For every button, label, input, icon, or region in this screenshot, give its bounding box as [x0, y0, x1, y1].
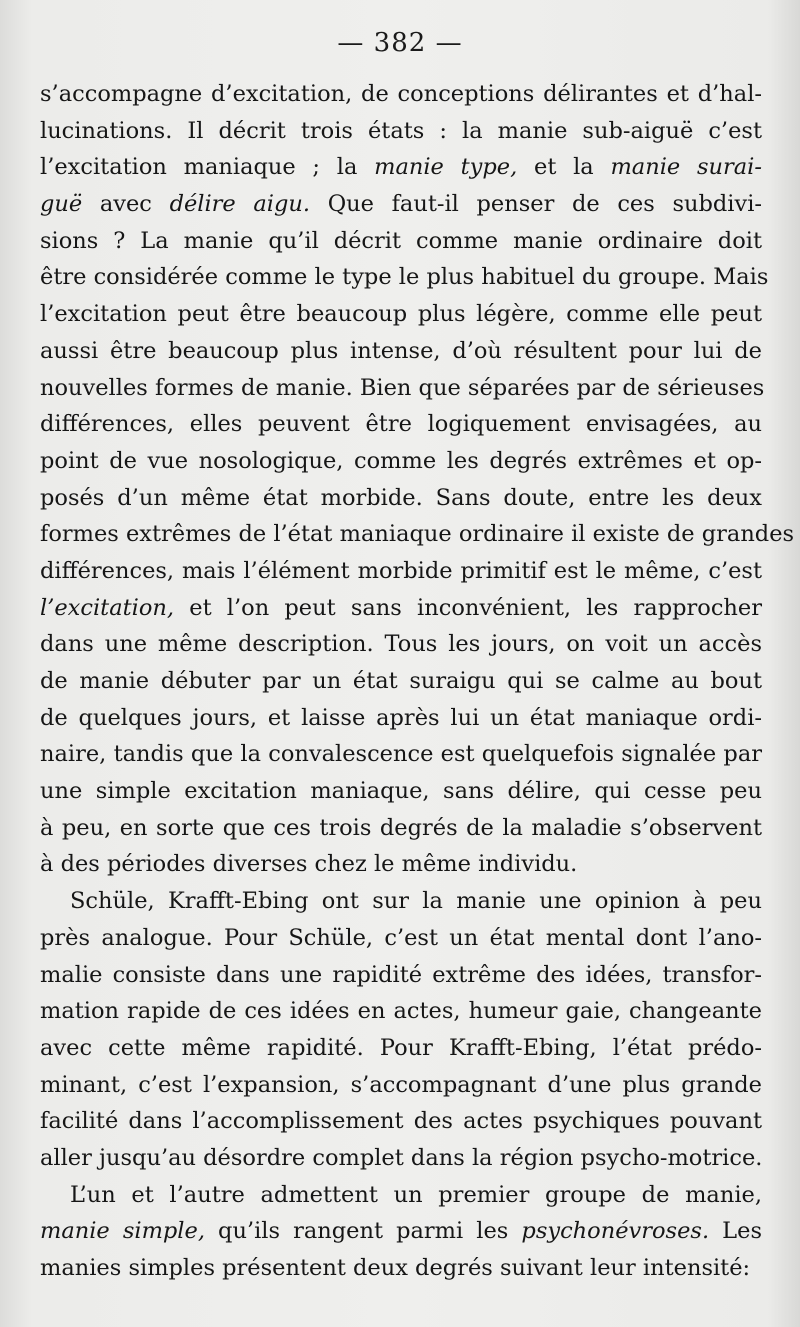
italic-text: manie type,: [374, 154, 518, 181]
text-segment: Schüle, Krafft-Ebing ont sur la manie une opinion à peu: [70, 888, 762, 915]
text-line: [40, 773, 762, 810]
text-segment: Que faut-il penser de ces subdivi-: [310, 191, 762, 218]
text-segment: aller jusqu’au désordre complet dans la région psycho-motrice.: [40, 1144, 763, 1171]
italic-text: manie surai-: [610, 154, 762, 181]
text-line: [40, 846, 762, 883]
text-segment: lucinations. Il décrit trois états : la manie sub-aiguë c’est: [40, 117, 762, 144]
text-line: [40, 663, 762, 700]
italic-text: manie simple,: [40, 1218, 205, 1245]
text-line: [40, 1250, 762, 1287]
text-line: [40, 736, 762, 773]
text-segment: qu’ils rangent parmi les: [204, 1218, 522, 1245]
text-line: [40, 76, 762, 113]
text-line: [40, 920, 762, 957]
text-segment: L’un et l’autre admettent un premier groupe de manie,: [70, 1181, 762, 1208]
text-segment: avec: [82, 191, 170, 218]
text-line: [40, 1177, 762, 1214]
text-segment: malie consiste dans une rapidité extrême des idées, transfor-: [40, 961, 762, 988]
text-segment: posés d’un même état morbide. Sans doute, entre les deux: [40, 484, 762, 511]
text-line: [40, 626, 762, 663]
text-line: [40, 480, 762, 517]
italic-text: délire aigu.: [169, 191, 311, 218]
text-segment: s’accompagne d’excitation, de conceptions délirantes et d’hal-: [40, 81, 762, 107]
text-segment: être considérée comme le type le plus habituel du groupe. Mais: [40, 264, 769, 291]
text-segment: avec cette même rapidité. Pour Krafft-Ebing, l’état prédo-: [40, 1034, 762, 1061]
text-line: [40, 810, 762, 847]
text-segment: minant, c’est l’expansion, s’accompagnant d’une plus grande: [40, 1071, 762, 1098]
text-line: [40, 223, 762, 260]
text-segment: près analogue. Pour Schüle, c’est un état mental dont l’ano-: [40, 924, 762, 951]
text-line: [40, 700, 762, 737]
text-line: [40, 149, 762, 186]
text-line: [40, 993, 762, 1030]
text-segment: et l’on peut sans inconvénient, les rapprocher: [174, 594, 762, 621]
text-line: [40, 1140, 762, 1177]
italic-text: l’excitation,: [40, 594, 175, 621]
text-line: [40, 259, 769, 296]
text-segment: sions ? La manie qu’il décrit comme manie ordinaire doit: [40, 227, 762, 254]
text-segment: naire, tandis que la convalescence est quelquefois signalée par: [40, 741, 762, 768]
text-line: [40, 957, 762, 994]
text-line: [40, 1067, 762, 1104]
text-segment: l’excitation maniaque ; la: [40, 154, 375, 181]
text-line: [40, 296, 762, 333]
text-line: [40, 883, 762, 920]
text-segment: à des périodes diverses chez le même individu.: [40, 851, 578, 878]
text-segment: formes extrêmes de l’état maniaque ordinaire il existe de grandes: [40, 521, 795, 548]
text-segment: différences, elles peuvent être logiquement envisagées, au: [40, 411, 762, 438]
text-segment: différences, mais l’élément morbide primitif est le même, c’est: [40, 557, 762, 584]
italic-text: guë: [40, 191, 83, 218]
italic-text: psychonévroses.: [521, 1218, 710, 1245]
text-segment: point de vue nosologique, comme les degrés extrêmes et op-: [40, 447, 762, 474]
text-line: [40, 370, 765, 407]
text-segment: de manie débuter par un état suraigu qui se calme au bout: [40, 668, 762, 694]
text-segment: aussi être beaucoup plus intense, d’où résultent pour lui de: [40, 337, 762, 364]
text-line: [40, 113, 762, 150]
text-line: [40, 590, 762, 627]
text-segment: manies simples présentent deux degrés suivant leur intensité:: [40, 1255, 751, 1281]
text-segment: facilité dans l’accomplissement des actes psychiques pouvant: [40, 1108, 762, 1135]
text-segment: Les: [709, 1218, 762, 1245]
text-line: [40, 1213, 762, 1250]
page-number: — 382 —: [337, 28, 463, 58]
text-line: [40, 516, 795, 553]
text-line: [40, 1030, 762, 1067]
text-line: [40, 443, 762, 480]
text-segment: dans une même description. Tous les jours, on voit un accès: [40, 631, 762, 658]
text-line: [40, 186, 762, 223]
text-segment: à peu, en sorte que ces trois degrés de la maladie s’observent: [40, 814, 762, 841]
text-line: [40, 1103, 762, 1140]
text-segment: l’excitation peut être beaucoup plus légère, comme elle peut: [40, 301, 762, 328]
text-segment: mation rapide de ces idées en actes, humeur gaie, changeante: [40, 998, 762, 1025]
text-line: [40, 406, 762, 443]
text-segment: de quelques jours, et laisse après lui un état maniaque ordi-: [40, 704, 762, 731]
text-segment: et la: [517, 154, 611, 181]
text-segment: une simple excitation maniaque, sans délire, qui cesse peu: [40, 778, 762, 805]
text-line: [40, 333, 762, 370]
text-line: [40, 553, 762, 590]
text-segment: nouvelles formes de manie. Bien que séparées par de sérieuses: [40, 374, 765, 401]
body-text: [40, 76, 795, 1287]
